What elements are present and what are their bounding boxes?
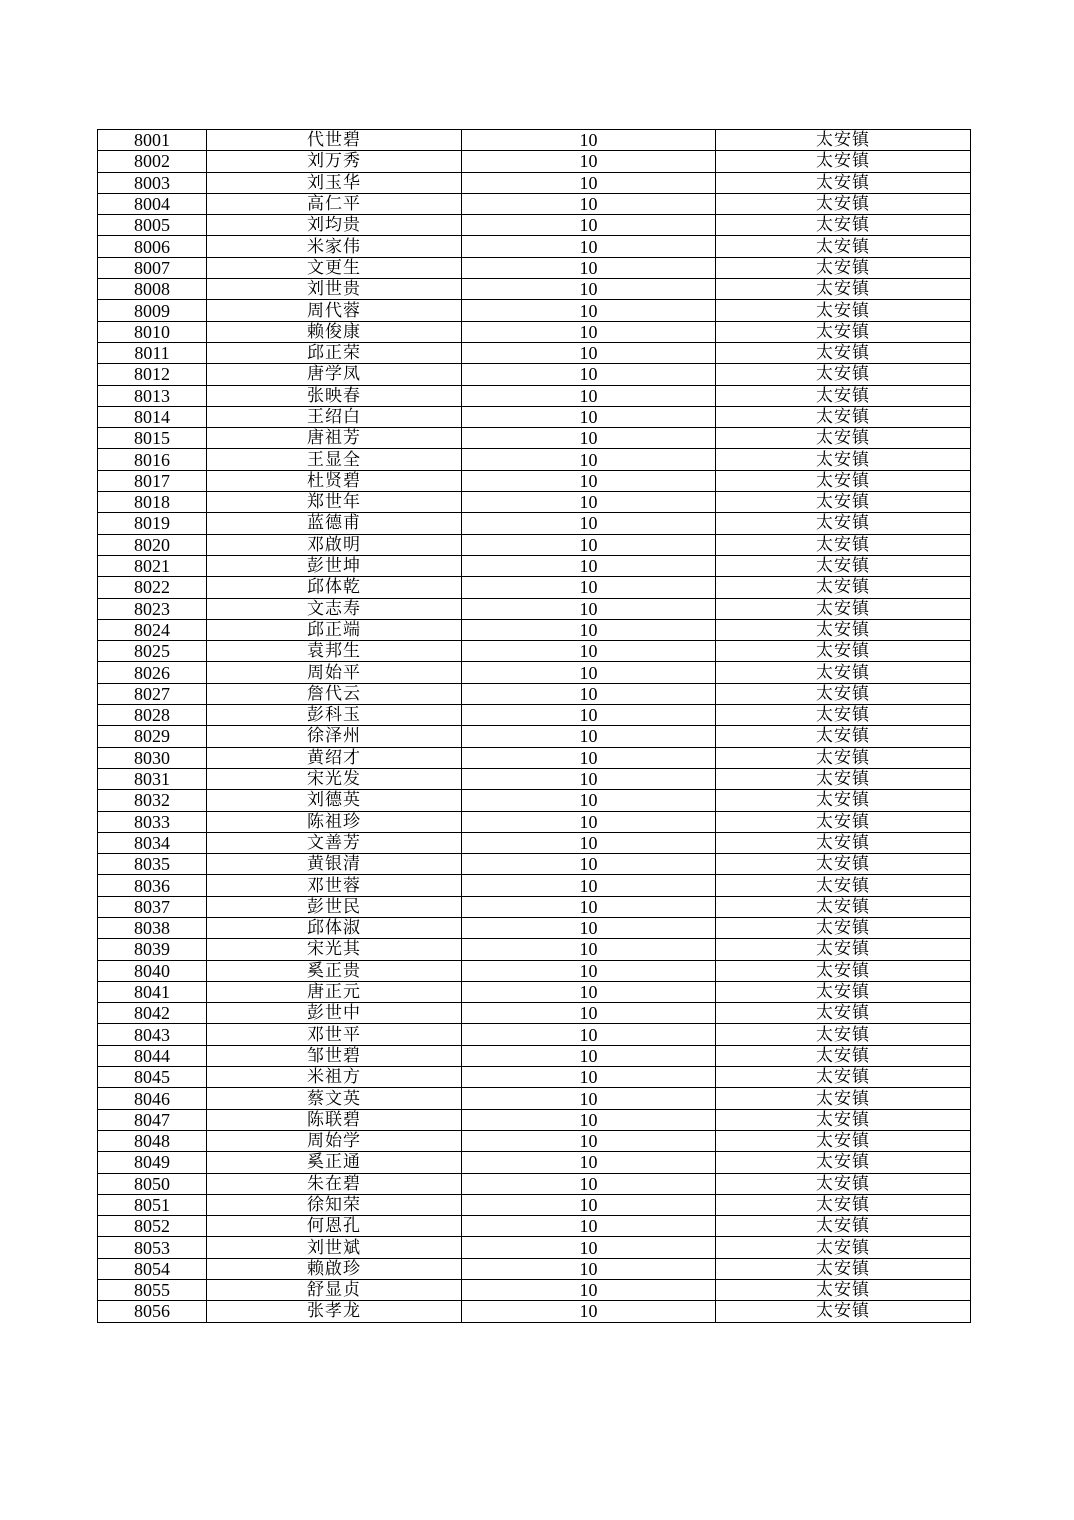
cell-town: 太安镇 xyxy=(716,428,971,449)
cell-amount: 10 xyxy=(462,747,716,768)
cell-amount: 10 xyxy=(462,790,716,811)
cell-name: 代世碧 xyxy=(207,130,462,151)
table-row xyxy=(98,832,971,853)
cell-amount: 10 xyxy=(462,1152,716,1173)
cell-id: 8005 xyxy=(98,215,207,236)
cell-amount: 10 xyxy=(462,236,716,257)
cell-town: 太安镇 xyxy=(716,662,971,683)
cell-id: 8048 xyxy=(98,1130,207,1151)
cell-id: 8044 xyxy=(98,1045,207,1066)
cell-id: 8049 xyxy=(98,1152,207,1173)
cell-amount: 10 xyxy=(462,406,716,427)
cell-town: 太安镇 xyxy=(716,1173,971,1194)
cell-id: 8006 xyxy=(98,236,207,257)
cell-town: 太安镇 xyxy=(716,896,971,917)
cell-town: 太安镇 xyxy=(716,470,971,491)
cell-name: 邱正荣 xyxy=(207,342,462,363)
cell-name: 邓啟明 xyxy=(207,534,462,555)
table-row xyxy=(98,981,971,1002)
cell-town: 太安镇 xyxy=(716,406,971,427)
cell-amount: 10 xyxy=(462,662,716,683)
cell-amount: 10 xyxy=(462,705,716,726)
cell-amount: 10 xyxy=(462,470,716,491)
cell-id: 8036 xyxy=(98,875,207,896)
table-row xyxy=(98,1258,971,1279)
table-row xyxy=(98,726,971,747)
table-row xyxy=(98,1280,971,1301)
cell-town: 太安镇 xyxy=(716,215,971,236)
cell-id: 8016 xyxy=(98,449,207,470)
cell-name: 周代蓉 xyxy=(207,300,462,321)
cell-amount: 10 xyxy=(462,172,716,193)
cell-amount: 10 xyxy=(462,1258,716,1279)
cell-amount: 10 xyxy=(462,1301,716,1322)
table-row xyxy=(98,470,971,491)
cell-town: 太安镇 xyxy=(716,321,971,342)
cell-town: 太安镇 xyxy=(716,1130,971,1151)
cell-name: 彭世民 xyxy=(207,896,462,917)
cell-id: 8051 xyxy=(98,1194,207,1215)
cell-id: 8050 xyxy=(98,1173,207,1194)
cell-id: 8003 xyxy=(98,172,207,193)
table-row xyxy=(98,257,971,278)
table-row xyxy=(98,896,971,917)
table-row xyxy=(98,193,971,214)
cell-name: 奚正通 xyxy=(207,1152,462,1173)
cell-amount: 10 xyxy=(462,1003,716,1024)
table-row xyxy=(98,513,971,534)
cell-name: 米祖方 xyxy=(207,1067,462,1088)
cell-amount: 10 xyxy=(462,1067,716,1088)
cell-town: 太安镇 xyxy=(716,385,971,406)
cell-amount: 10 xyxy=(462,193,716,214)
cell-name: 文志寿 xyxy=(207,598,462,619)
cell-id: 8018 xyxy=(98,492,207,513)
cell-id: 8042 xyxy=(98,1003,207,1024)
cell-town: 太安镇 xyxy=(716,619,971,640)
cell-id: 8008 xyxy=(98,279,207,300)
table-row xyxy=(98,215,971,236)
cell-amount: 10 xyxy=(462,130,716,151)
cell-id: 8023 xyxy=(98,598,207,619)
cell-name: 刘万秀 xyxy=(207,151,462,172)
cell-amount: 10 xyxy=(462,449,716,470)
table-row xyxy=(98,555,971,576)
cell-name: 彭科玉 xyxy=(207,705,462,726)
cell-name: 刘均贵 xyxy=(207,215,462,236)
table-row xyxy=(98,1301,971,1322)
cell-name: 刘世贵 xyxy=(207,279,462,300)
cell-name: 彭世坤 xyxy=(207,555,462,576)
cell-town: 太安镇 xyxy=(716,193,971,214)
cell-name: 唐学凤 xyxy=(207,364,462,385)
cell-id: 8020 xyxy=(98,534,207,555)
cell-id: 8001 xyxy=(98,130,207,151)
cell-id: 8043 xyxy=(98,1024,207,1045)
cell-amount: 10 xyxy=(462,768,716,789)
table-row xyxy=(98,683,971,704)
cell-town: 太安镇 xyxy=(716,832,971,853)
table-row xyxy=(98,1045,971,1066)
cell-name: 朱在碧 xyxy=(207,1173,462,1194)
cell-town: 太安镇 xyxy=(716,1152,971,1173)
cell-town: 太安镇 xyxy=(716,981,971,1002)
cell-amount: 10 xyxy=(462,300,716,321)
cell-id: 8031 xyxy=(98,768,207,789)
cell-town: 太安镇 xyxy=(716,768,971,789)
cell-id: 8052 xyxy=(98,1216,207,1237)
table-row xyxy=(98,854,971,875)
cell-town: 太安镇 xyxy=(716,257,971,278)
cell-id: 8032 xyxy=(98,790,207,811)
cell-id: 8021 xyxy=(98,555,207,576)
cell-town: 太安镇 xyxy=(716,960,971,981)
cell-name: 陈联碧 xyxy=(207,1109,462,1130)
cell-id: 8033 xyxy=(98,811,207,832)
cell-amount: 10 xyxy=(462,875,716,896)
cell-id: 8013 xyxy=(98,385,207,406)
cell-name: 袁邦生 xyxy=(207,641,462,662)
cell-amount: 10 xyxy=(462,1194,716,1215)
cell-amount: 10 xyxy=(462,1088,716,1109)
cell-town: 太安镇 xyxy=(716,1067,971,1088)
cell-name: 邓世蓉 xyxy=(207,875,462,896)
cell-amount: 10 xyxy=(462,321,716,342)
cell-amount: 10 xyxy=(462,641,716,662)
cell-town: 太安镇 xyxy=(716,1258,971,1279)
cell-name: 彭世中 xyxy=(207,1003,462,1024)
cell-id: 8041 xyxy=(98,981,207,1002)
cell-amount: 10 xyxy=(462,619,716,640)
cell-name: 王显全 xyxy=(207,449,462,470)
table-row xyxy=(98,428,971,449)
cell-name: 唐祖芳 xyxy=(207,428,462,449)
cell-amount: 10 xyxy=(462,1024,716,1045)
cell-town: 太安镇 xyxy=(716,577,971,598)
table-row xyxy=(98,811,971,832)
cell-name: 文善芳 xyxy=(207,832,462,853)
cell-id: 8035 xyxy=(98,854,207,875)
cell-name: 张映春 xyxy=(207,385,462,406)
cell-town: 太安镇 xyxy=(716,790,971,811)
cell-name: 刘玉华 xyxy=(207,172,462,193)
cell-town: 太安镇 xyxy=(716,1109,971,1130)
cell-town: 太安镇 xyxy=(716,236,971,257)
table-row xyxy=(98,1003,971,1024)
cell-name: 徐泽州 xyxy=(207,726,462,747)
cell-id: 8026 xyxy=(98,662,207,683)
cell-town: 太安镇 xyxy=(716,641,971,662)
table-row xyxy=(98,577,971,598)
cell-town: 太安镇 xyxy=(716,130,971,151)
table-row xyxy=(98,130,971,151)
cell-name: 邱体乾 xyxy=(207,577,462,598)
cell-town: 太安镇 xyxy=(716,598,971,619)
cell-name: 赖啟珍 xyxy=(207,1258,462,1279)
cell-town: 太安镇 xyxy=(716,875,971,896)
cell-name: 宋光发 xyxy=(207,768,462,789)
cell-name: 蓝德甫 xyxy=(207,513,462,534)
cell-amount: 10 xyxy=(462,1216,716,1237)
cell-amount: 10 xyxy=(462,683,716,704)
cell-town: 太安镇 xyxy=(716,513,971,534)
cell-name: 文更生 xyxy=(207,257,462,278)
cell-town: 太安镇 xyxy=(716,1301,971,1322)
table-row xyxy=(98,342,971,363)
cell-id: 8015 xyxy=(98,428,207,449)
cell-name: 蔡文英 xyxy=(207,1088,462,1109)
cell-name: 邱体淑 xyxy=(207,917,462,938)
cell-name: 米家伟 xyxy=(207,236,462,257)
cell-name: 奚正贵 xyxy=(207,960,462,981)
table-row xyxy=(98,1130,971,1151)
cell-id: 8037 xyxy=(98,896,207,917)
cell-amount: 10 xyxy=(462,1109,716,1130)
cell-amount: 10 xyxy=(462,513,716,534)
cell-name: 邓世平 xyxy=(207,1024,462,1045)
cell-amount: 10 xyxy=(462,917,716,938)
cell-town: 太安镇 xyxy=(716,151,971,172)
cell-town: 太安镇 xyxy=(716,939,971,960)
cell-id: 8053 xyxy=(98,1237,207,1258)
cell-town: 太安镇 xyxy=(716,854,971,875)
cell-id: 8047 xyxy=(98,1109,207,1130)
table-row xyxy=(98,1024,971,1045)
table-row xyxy=(98,917,971,938)
cell-id: 8009 xyxy=(98,300,207,321)
cell-name: 宋光其 xyxy=(207,939,462,960)
cell-name: 周始平 xyxy=(207,662,462,683)
cell-town: 太安镇 xyxy=(716,811,971,832)
cell-town: 太安镇 xyxy=(716,1045,971,1066)
cell-name: 邹世碧 xyxy=(207,1045,462,1066)
table-row xyxy=(98,1173,971,1194)
cell-town: 太安镇 xyxy=(716,364,971,385)
cell-id: 8038 xyxy=(98,917,207,938)
cell-id: 8034 xyxy=(98,832,207,853)
table-row xyxy=(98,1088,971,1109)
cell-amount: 10 xyxy=(462,832,716,853)
table-row xyxy=(98,236,971,257)
cell-amount: 10 xyxy=(462,151,716,172)
cell-id: 8028 xyxy=(98,705,207,726)
cell-amount: 10 xyxy=(462,555,716,576)
table-row xyxy=(98,1237,971,1258)
cell-town: 太安镇 xyxy=(716,300,971,321)
table-row xyxy=(98,960,971,981)
table-row xyxy=(98,1216,971,1237)
cell-name: 徐知荣 xyxy=(207,1194,462,1215)
table-row xyxy=(98,1152,971,1173)
cell-name: 黄银清 xyxy=(207,854,462,875)
table-row xyxy=(98,662,971,683)
cell-name: 唐正元 xyxy=(207,981,462,1002)
table-row xyxy=(98,1194,971,1215)
cell-amount: 10 xyxy=(462,1130,716,1151)
cell-id: 8004 xyxy=(98,193,207,214)
table-row xyxy=(98,364,971,385)
table-row xyxy=(98,406,971,427)
cell-amount: 10 xyxy=(462,215,716,236)
cell-name: 王绍白 xyxy=(207,406,462,427)
cell-town: 太安镇 xyxy=(716,279,971,300)
cell-id: 8027 xyxy=(98,683,207,704)
cell-amount: 10 xyxy=(462,1280,716,1301)
cell-amount: 10 xyxy=(462,598,716,619)
cell-amount: 10 xyxy=(462,1173,716,1194)
cell-id: 8002 xyxy=(98,151,207,172)
cell-id: 8017 xyxy=(98,470,207,491)
cell-name: 张孝龙 xyxy=(207,1301,462,1322)
cell-id: 8019 xyxy=(98,513,207,534)
cell-amount: 10 xyxy=(462,960,716,981)
cell-amount: 10 xyxy=(462,342,716,363)
cell-name: 詹代云 xyxy=(207,683,462,704)
table-row xyxy=(98,641,971,662)
cell-id: 8022 xyxy=(98,577,207,598)
cell-amount: 10 xyxy=(462,896,716,917)
cell-id: 8012 xyxy=(98,364,207,385)
table-row xyxy=(98,492,971,513)
cell-id: 8011 xyxy=(98,342,207,363)
cell-amount: 10 xyxy=(462,939,716,960)
cell-amount: 10 xyxy=(462,981,716,1002)
cell-amount: 10 xyxy=(462,726,716,747)
table-row xyxy=(98,1109,971,1130)
cell-name: 周始学 xyxy=(207,1130,462,1151)
table-row xyxy=(98,385,971,406)
cell-name: 黄绍才 xyxy=(207,747,462,768)
cell-town: 太安镇 xyxy=(716,172,971,193)
table-row xyxy=(98,449,971,470)
cell-amount: 10 xyxy=(462,428,716,449)
cell-town: 太安镇 xyxy=(716,534,971,555)
cell-town: 太安镇 xyxy=(716,342,971,363)
cell-town: 太安镇 xyxy=(716,1194,971,1215)
cell-town: 太安镇 xyxy=(716,705,971,726)
cell-id: 8056 xyxy=(98,1301,207,1322)
table-row xyxy=(98,1067,971,1088)
table-row xyxy=(98,300,971,321)
table-row xyxy=(98,321,971,342)
cell-id: 8046 xyxy=(98,1088,207,1109)
cell-name: 高仁平 xyxy=(207,193,462,214)
cell-amount: 10 xyxy=(462,534,716,555)
cell-name: 郑世年 xyxy=(207,492,462,513)
cell-id: 8029 xyxy=(98,726,207,747)
cell-town: 太安镇 xyxy=(716,917,971,938)
cell-town: 太安镇 xyxy=(716,555,971,576)
cell-id: 8010 xyxy=(98,321,207,342)
cell-id: 8054 xyxy=(98,1258,207,1279)
cell-town: 太安镇 xyxy=(716,1280,971,1301)
cell-id: 8040 xyxy=(98,960,207,981)
table-row xyxy=(98,790,971,811)
cell-amount: 10 xyxy=(462,279,716,300)
cell-name: 杜贤碧 xyxy=(207,470,462,491)
cell-town: 太安镇 xyxy=(716,1024,971,1045)
data-table xyxy=(97,129,971,1323)
cell-town: 太安镇 xyxy=(716,449,971,470)
table-row xyxy=(98,151,971,172)
cell-id: 8014 xyxy=(98,406,207,427)
cell-amount: 10 xyxy=(462,854,716,875)
cell-name: 何恩孔 xyxy=(207,1216,462,1237)
cell-name: 邱正端 xyxy=(207,619,462,640)
cell-id: 8007 xyxy=(98,257,207,278)
cell-id: 8024 xyxy=(98,619,207,640)
cell-town: 太安镇 xyxy=(716,747,971,768)
cell-amount: 10 xyxy=(462,577,716,598)
cell-id: 8025 xyxy=(98,641,207,662)
table-row xyxy=(98,747,971,768)
cell-town: 太安镇 xyxy=(716,492,971,513)
table-row xyxy=(98,598,971,619)
cell-id: 8055 xyxy=(98,1280,207,1301)
cell-id: 8030 xyxy=(98,747,207,768)
table-row xyxy=(98,619,971,640)
cell-name: 刘世斌 xyxy=(207,1237,462,1258)
cell-amount: 10 xyxy=(462,811,716,832)
cell-amount: 10 xyxy=(462,257,716,278)
table-row xyxy=(98,705,971,726)
cell-name: 刘德英 xyxy=(207,790,462,811)
cell-id: 8039 xyxy=(98,939,207,960)
table-row xyxy=(98,875,971,896)
cell-name: 陈祖珍 xyxy=(207,811,462,832)
table-body xyxy=(98,130,971,1323)
cell-name: 舒显贞 xyxy=(207,1280,462,1301)
table-row xyxy=(98,534,971,555)
cell-amount: 10 xyxy=(462,1237,716,1258)
cell-town: 太安镇 xyxy=(716,1088,971,1109)
table-row xyxy=(98,939,971,960)
table-row xyxy=(98,172,971,193)
cell-amount: 10 xyxy=(462,364,716,385)
cell-town: 太安镇 xyxy=(716,1237,971,1258)
cell-amount: 10 xyxy=(462,492,716,513)
cell-town: 太安镇 xyxy=(716,683,971,704)
cell-amount: 10 xyxy=(462,385,716,406)
table-row xyxy=(98,279,971,300)
cell-amount: 10 xyxy=(462,1045,716,1066)
cell-id: 8045 xyxy=(98,1067,207,1088)
cell-town: 太安镇 xyxy=(716,726,971,747)
cell-name: 赖俊康 xyxy=(207,321,462,342)
table-row xyxy=(98,768,971,789)
cell-town: 太安镇 xyxy=(716,1216,971,1237)
cell-town: 太安镇 xyxy=(716,1003,971,1024)
